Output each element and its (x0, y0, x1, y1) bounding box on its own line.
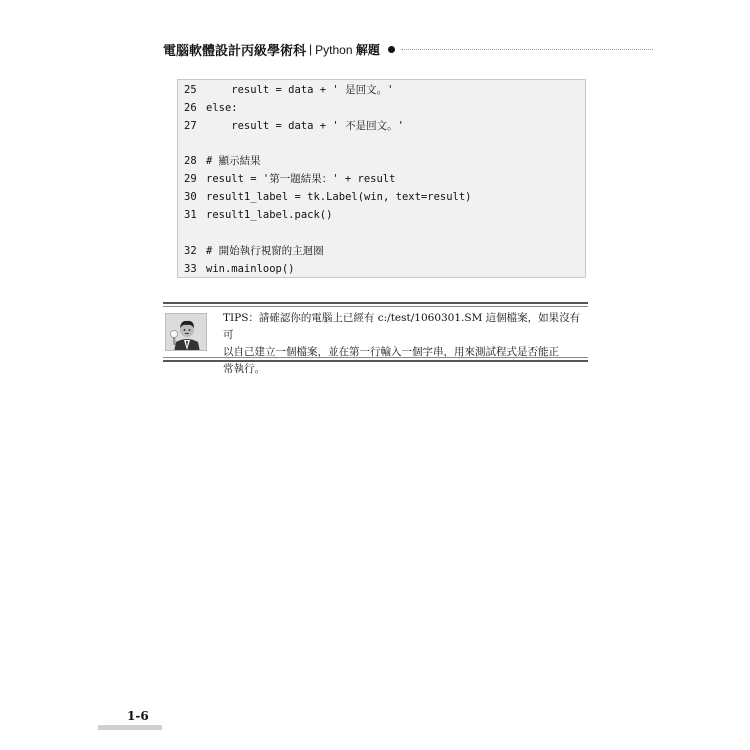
line-number: 33 (184, 263, 197, 275)
tips-rule-bottom-thin (163, 357, 588, 358)
code-text: result1_label.pack() (206, 209, 333, 221)
code-text: else: (206, 102, 238, 114)
tips-rule-bottom (163, 360, 588, 362)
tips-text (223, 310, 585, 378)
code-line (184, 206, 332, 224)
code-text: result = '第一題結果：' + result (206, 173, 396, 185)
header-dotted-rule (401, 49, 653, 50)
code-line (184, 117, 404, 135)
tips-line: TIPS：請確認你的電腦上已經有 c:/test/1060301.SM 這個檔案，如果沒有可 (223, 312, 581, 341)
line-number: 28 (184, 155, 197, 167)
tips-line: 常執行。 (223, 363, 265, 375)
line-number: 26 (184, 102, 197, 114)
code-line (184, 170, 395, 188)
book-title: 電腦軟體設計丙級學術科 (163, 43, 307, 59)
code-text: result = data + ' 不是回文。' (206, 120, 404, 132)
code-line (184, 260, 295, 278)
running-header (163, 38, 653, 60)
code-line (184, 81, 393, 99)
line-number: 30 (184, 191, 197, 203)
tips-rule-top (163, 302, 588, 304)
code-text: result = data + ' 是回文。' (206, 84, 394, 96)
teacher-avatar-icon (165, 313, 207, 351)
subtitle-prefix: Python (315, 42, 353, 57)
line-number: 32 (184, 245, 197, 257)
chapter-subtitle (315, 41, 380, 58)
code-text: win.mainloop() (206, 263, 295, 275)
code-text: # 顯示結果 (206, 155, 261, 167)
header-bullet-icon (388, 46, 395, 53)
code-text: result1_label = tk.Label(win, text=result) (206, 191, 472, 203)
tips-line: 以自己建立一個檔案，並在第一行輸入一個字串，用來測試程式是否能正 (223, 346, 559, 358)
line-number: 31 (184, 209, 197, 221)
code-line (184, 99, 238, 117)
page-number: 1-6 (127, 709, 149, 723)
header-separator: | (309, 42, 313, 56)
code-line (184, 242, 324, 260)
subtitle-suffix: 解題 (355, 42, 380, 57)
code-text: # 開始執行視窗的主迴圈 (206, 245, 324, 257)
line-number: 29 (184, 173, 197, 185)
page-number-bar (98, 725, 162, 730)
code-listing (177, 79, 586, 278)
code-line (184, 188, 472, 206)
tips-rule-top-thin (163, 306, 588, 307)
line-number: 25 (184, 84, 197, 96)
tips-box (163, 302, 588, 375)
line-number: 27 (184, 120, 197, 132)
code-line (184, 152, 261, 170)
